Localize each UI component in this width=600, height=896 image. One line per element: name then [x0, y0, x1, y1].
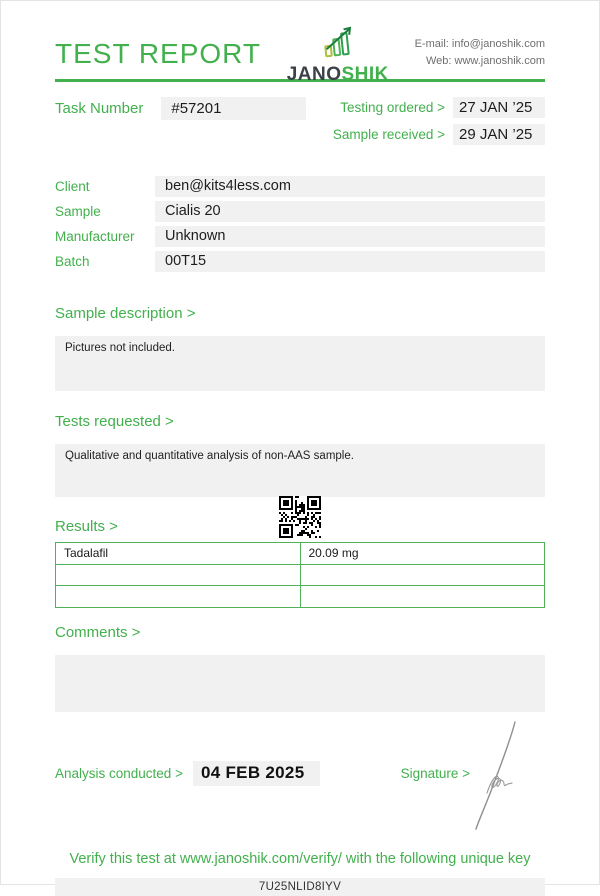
testing-ordered-date: 27 JAN ’25 [453, 97, 545, 118]
unique-key-value: 7U25NLID8IYV [55, 878, 545, 896]
signature-image [465, 717, 523, 832]
verify-instruction: Verify this test at www.janoshik.com/verify/ with the following unique key [69, 850, 531, 867]
growth-chart-icon [318, 28, 358, 63]
task-number-label: Task Number [55, 100, 144, 117]
sample-value: Cialis 20 [155, 201, 545, 222]
results-header [55, 497, 545, 542]
task-meta-row [55, 97, 545, 145]
table-row [56, 564, 545, 586]
sample-received-date: 29 JAN ’25 [453, 124, 545, 145]
detail-row-manufacturer: Manufacturer Unknown [55, 226, 545, 247]
detail-row-batch: Batch 00T15 [55, 251, 545, 272]
result-analyte [56, 586, 301, 608]
sample-details [55, 176, 545, 272]
testing-ordered-label: Testing ordered > [340, 100, 445, 115]
dates-group [333, 97, 545, 145]
client-value: ben@kits4less.com [155, 176, 545, 197]
table-row [56, 586, 545, 608]
logo-wordmark: JANOSHIK [286, 64, 389, 85]
task-number-group [55, 97, 306, 120]
janoshik-logo [286, 28, 389, 85]
result-value [300, 586, 545, 608]
batch-value: 00T15 [155, 251, 545, 272]
result-analyte: Tadalafil [56, 543, 301, 565]
detail-row-sample: Sample Cialis 20 [55, 201, 545, 222]
comments-heading: Comments > [55, 623, 141, 641]
manufacturer-value: Unknown [155, 226, 545, 247]
sample-description-heading: Sample description > [55, 305, 196, 322]
sample-received-row [333, 124, 545, 145]
results-table [55, 542, 545, 608]
contact-email: E-mail: info@janoshik.com [414, 37, 545, 50]
analysis-date-value: 04 FEB 2025 [193, 761, 320, 786]
contact-info [415, 36, 545, 70]
result-analyte [56, 564, 301, 586]
sample-description-box: Pictures not included. [55, 336, 545, 391]
testing-ordered-row [333, 97, 545, 118]
comments-box [55, 655, 545, 712]
task-number-value: #57201 [161, 97, 306, 120]
analysis-conducted-label: Analysis conducted > [55, 766, 183, 781]
contact-web: Web: www.janoshik.com [425, 55, 545, 67]
tests-requested-heading: Tests requested > [55, 413, 174, 430]
tests-requested-box: Qualitative and quantitative analysis of non-AAS sample. [55, 444, 545, 497]
result-value: 20.09 mg [300, 543, 545, 565]
page-title: TEST REPORT [55, 38, 262, 69]
conclusion-row [55, 759, 545, 789]
report-header [55, 0, 545, 85]
table-row [56, 543, 545, 565]
detail-row-client: Client ben@kits4less.com [55, 176, 545, 197]
verification-qr-code [279, 496, 321, 538]
result-value [300, 564, 545, 586]
signature-label: Signature > [400, 766, 470, 781]
sample-received-label: Sample received > [332, 127, 445, 142]
analysis-conducted-group [55, 761, 320, 786]
results-heading: Results > [55, 518, 118, 535]
